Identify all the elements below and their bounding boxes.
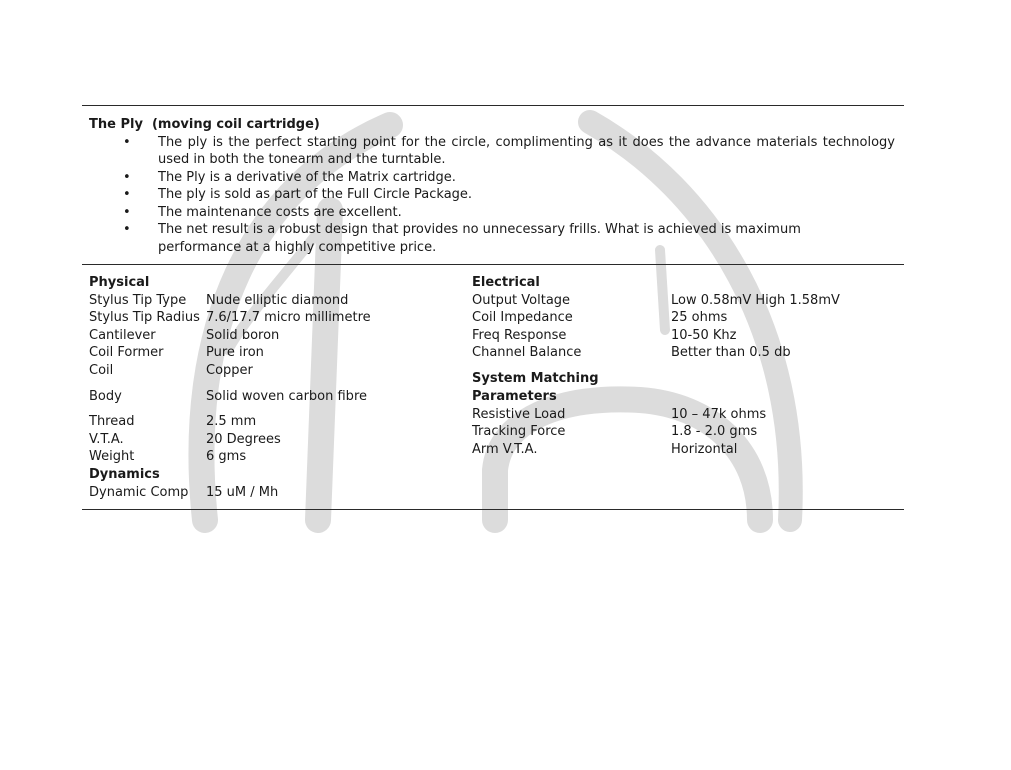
physical-column bbox=[89, 274, 459, 501]
table-row: Coil Former Pure iron bbox=[89, 345, 264, 361]
bottom-rule bbox=[82, 509, 904, 510]
feature-list bbox=[89, 134, 895, 257]
system-matching-heading-line2: Parameters bbox=[472, 389, 557, 405]
physical-heading: Physical bbox=[89, 275, 150, 290]
list-item: • The net result is a robust design that provides no unnecessary frills. What is achieved is maximum performance at a highly competitive price. bbox=[123, 222, 801, 255]
product-title: The Ply (moving coil cartridge) bbox=[89, 117, 320, 132]
middle-rule bbox=[82, 264, 904, 265]
bullet-icon: • bbox=[123, 169, 131, 185]
table-row: Tracking Force 1.8 - 2.0 gms bbox=[472, 424, 758, 440]
table-row: V.T.A. 20 Degrees bbox=[89, 431, 281, 447]
table-row: Resistive Load 10 – 47k ohms bbox=[472, 406, 767, 422]
bullet-icon: • bbox=[123, 187, 131, 202]
spacer bbox=[89, 380, 459, 388]
table-row: Arm V.T.A. Horizontal bbox=[472, 441, 738, 457]
spacer bbox=[472, 362, 892, 371]
electrical-column bbox=[472, 274, 892, 458]
electrical-heading: Electrical bbox=[472, 275, 540, 290]
list-item: • The maintenance costs are excellent. bbox=[123, 204, 402, 220]
intro-section bbox=[89, 116, 895, 256]
bullet-icon: • bbox=[123, 134, 131, 150]
table-row: Stylus Tip Radius 7.6/17.7 micro millimetre bbox=[89, 310, 371, 326]
list-item: • The Ply is a derivative of the Matrix cartridge. bbox=[123, 169, 456, 185]
system-matching-heading: System Matching bbox=[472, 371, 599, 387]
spacer bbox=[89, 405, 459, 413]
table-row: Dynamic Comp 15 uM / Mh bbox=[89, 484, 279, 500]
table-row: Stylus Tip Type Nude elliptic diamond bbox=[89, 292, 349, 308]
bullet-icon: • bbox=[123, 204, 131, 220]
dynamics-heading: Dynamics bbox=[89, 466, 160, 482]
table-row: Freq Response 10-50 Khz bbox=[472, 327, 737, 343]
top-rule bbox=[82, 105, 904, 106]
table-row: Thread 2.5 mm bbox=[89, 414, 257, 430]
table-row: Output Voltage Low 0.58mV High 1.58mV bbox=[472, 292, 840, 308]
list-item: • The ply is sold as part of the Full Circle Package. bbox=[123, 187, 473, 202]
bullet-icon: • bbox=[123, 222, 131, 237]
table-row: Channel Balance Better than 0.5 db bbox=[472, 345, 791, 361]
table-row: Weight 6 gms bbox=[89, 449, 247, 465]
table-row: Body Solid woven carbon fibre bbox=[89, 388, 367, 404]
table-row: Cantilever Solid boron bbox=[89, 327, 280, 343]
table-row: Coil Impedance 25 ohms bbox=[472, 310, 728, 326]
table-row: Coil Copper bbox=[89, 362, 253, 378]
list-item: • The ply is the perfect starting point for the circle, complimenting as it does the advance materials technology used in both the tonearm and the turntable. bbox=[123, 134, 895, 167]
